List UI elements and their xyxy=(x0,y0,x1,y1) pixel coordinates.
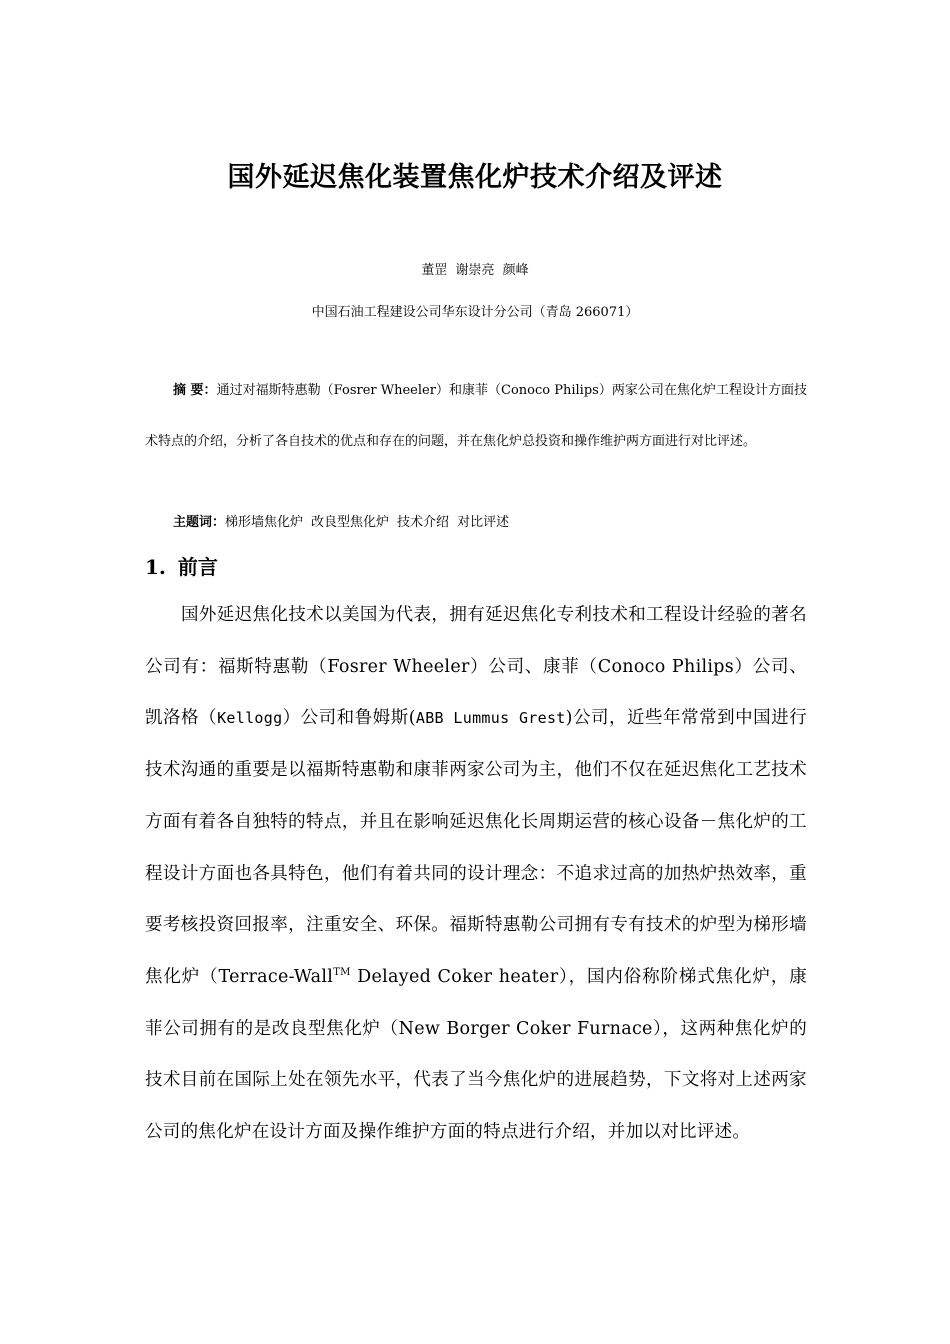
body-text-part: Delayed Coker heater），国内俗称阶梯式焦化炉，康菲公司拥有的是改良型焦化炉（New Borger Coker Furnace），这两种焦化炉的技术目前在国际上处在领先水平，代表了当今焦化炉的进展趋势，下文将对上述两家公司的焦化炉在设计方面及操作维护方面的特点进行介绍，并加以对比评述。 xyxy=(145,966,807,1143)
section-heading xyxy=(145,552,218,582)
section-title: 前言 xyxy=(177,555,218,579)
trademark-superscript: TM xyxy=(333,967,351,979)
abstract-block xyxy=(145,365,807,467)
keyword-item: 梯形墙焦化炉 xyxy=(225,515,304,530)
keyword-item: 对比评述 xyxy=(457,515,510,530)
paper-authors: 董罡 谢崇亮 颜峰 xyxy=(421,263,529,278)
body-text-part: 国外延迟焦化技术以美国为代表，拥有延迟焦化专利技术和工程设计经验的著名公司有：福斯特惠勒（Fosrer Wheeler）公司、康菲（Conoco Philips）公司、凯洛格（ xyxy=(145,605,807,729)
body-text-kellogg: Kellogg xyxy=(217,709,283,728)
keywords-label: 主题词： xyxy=(173,515,226,530)
keywords-block xyxy=(173,513,813,533)
paper-affiliation: 中国石油工程建设公司华东设计分公司（青岛 266071） xyxy=(311,305,639,320)
paper-title: 国外延迟焦化装置焦化炉技术介绍及评述 xyxy=(227,162,723,193)
abstract-label: 摘 要： xyxy=(173,383,217,398)
body-text-part: ）公司和鲁姆斯( xyxy=(282,708,416,729)
section-number: 1. xyxy=(145,555,166,579)
body-text-abb: ABB Lummus Grest xyxy=(415,709,566,728)
keyword-item: 改良型焦化炉 xyxy=(311,515,390,530)
body-paragraph xyxy=(145,590,807,1159)
body-text-part: )公司，近些年常常到中国进行技术沟通的重要是以福斯特惠勒和康菲两家公司为主，他们不仅在延迟焦化工艺技术方面有着各自独特的特点，并且在影响延迟焦化长周期运营的核心设备－焦化炉的工程设计方面也各具特色，他们有着共同的设计理念：不追求过高的加热炉热效率，重要考核投资回报率，注重安全、环保。福斯特惠勒公司拥有专有技术的炉型为梯形墙焦化炉（Terrace-Wall xyxy=(145,708,807,987)
abstract-text: 通过对福斯特惠勒（Fosrer Wheeler）和康菲（Conoco Philips）两家公司在焦化炉工程设计方面技术特点的介绍，分析了各自技术的优点和存在的问题，并在焦化炉总投资和操作维护两方面进行对比评述。 xyxy=(145,383,808,449)
keyword-item: 技术介绍 xyxy=(397,515,450,530)
